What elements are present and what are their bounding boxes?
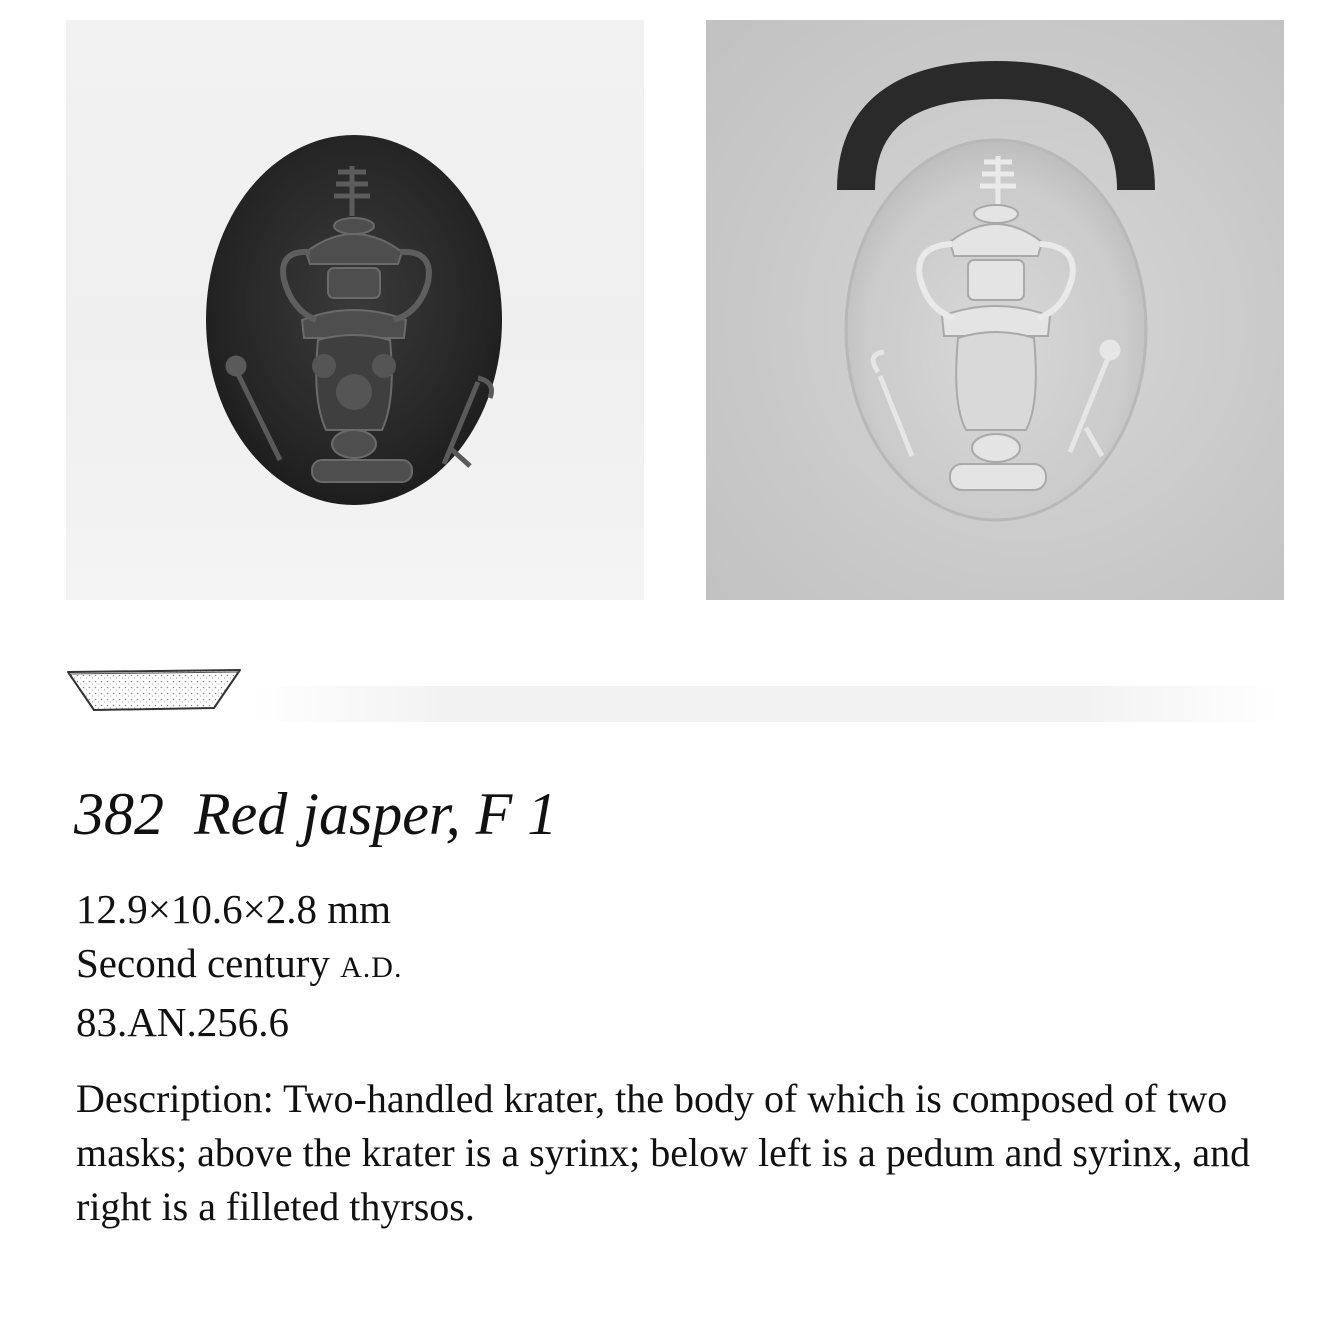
faint-background-strip <box>250 686 1280 722</box>
gem-photograph <box>66 20 644 600</box>
catalog-details <box>76 882 1276 1049</box>
catalog-number: 382 <box>74 781 164 847</box>
accession-number: 83.AN.256.6 <box>76 999 289 1045</box>
stone-profile-drawing <box>64 662 244 714</box>
date-line <box>76 936 1276 995</box>
description: Description: Two-handled krater, the body of which is composed of two masks; above the krater is a syrinx; below left is a pedum and syrinx, and right is a filleted thyrsos. <box>76 1076 1251 1229</box>
date-era: A.D. <box>340 951 403 984</box>
impression-photograph <box>706 20 1284 600</box>
impression-illustration <box>706 20 1284 600</box>
catalog-heading <box>74 778 557 850</box>
catalog-title: Red jasper, F 1 <box>194 781 558 847</box>
date-text: Second century <box>76 940 330 986</box>
dimensions: 12.9×10.6×2.8 mm <box>76 886 392 932</box>
gem-illustration <box>66 20 644 600</box>
